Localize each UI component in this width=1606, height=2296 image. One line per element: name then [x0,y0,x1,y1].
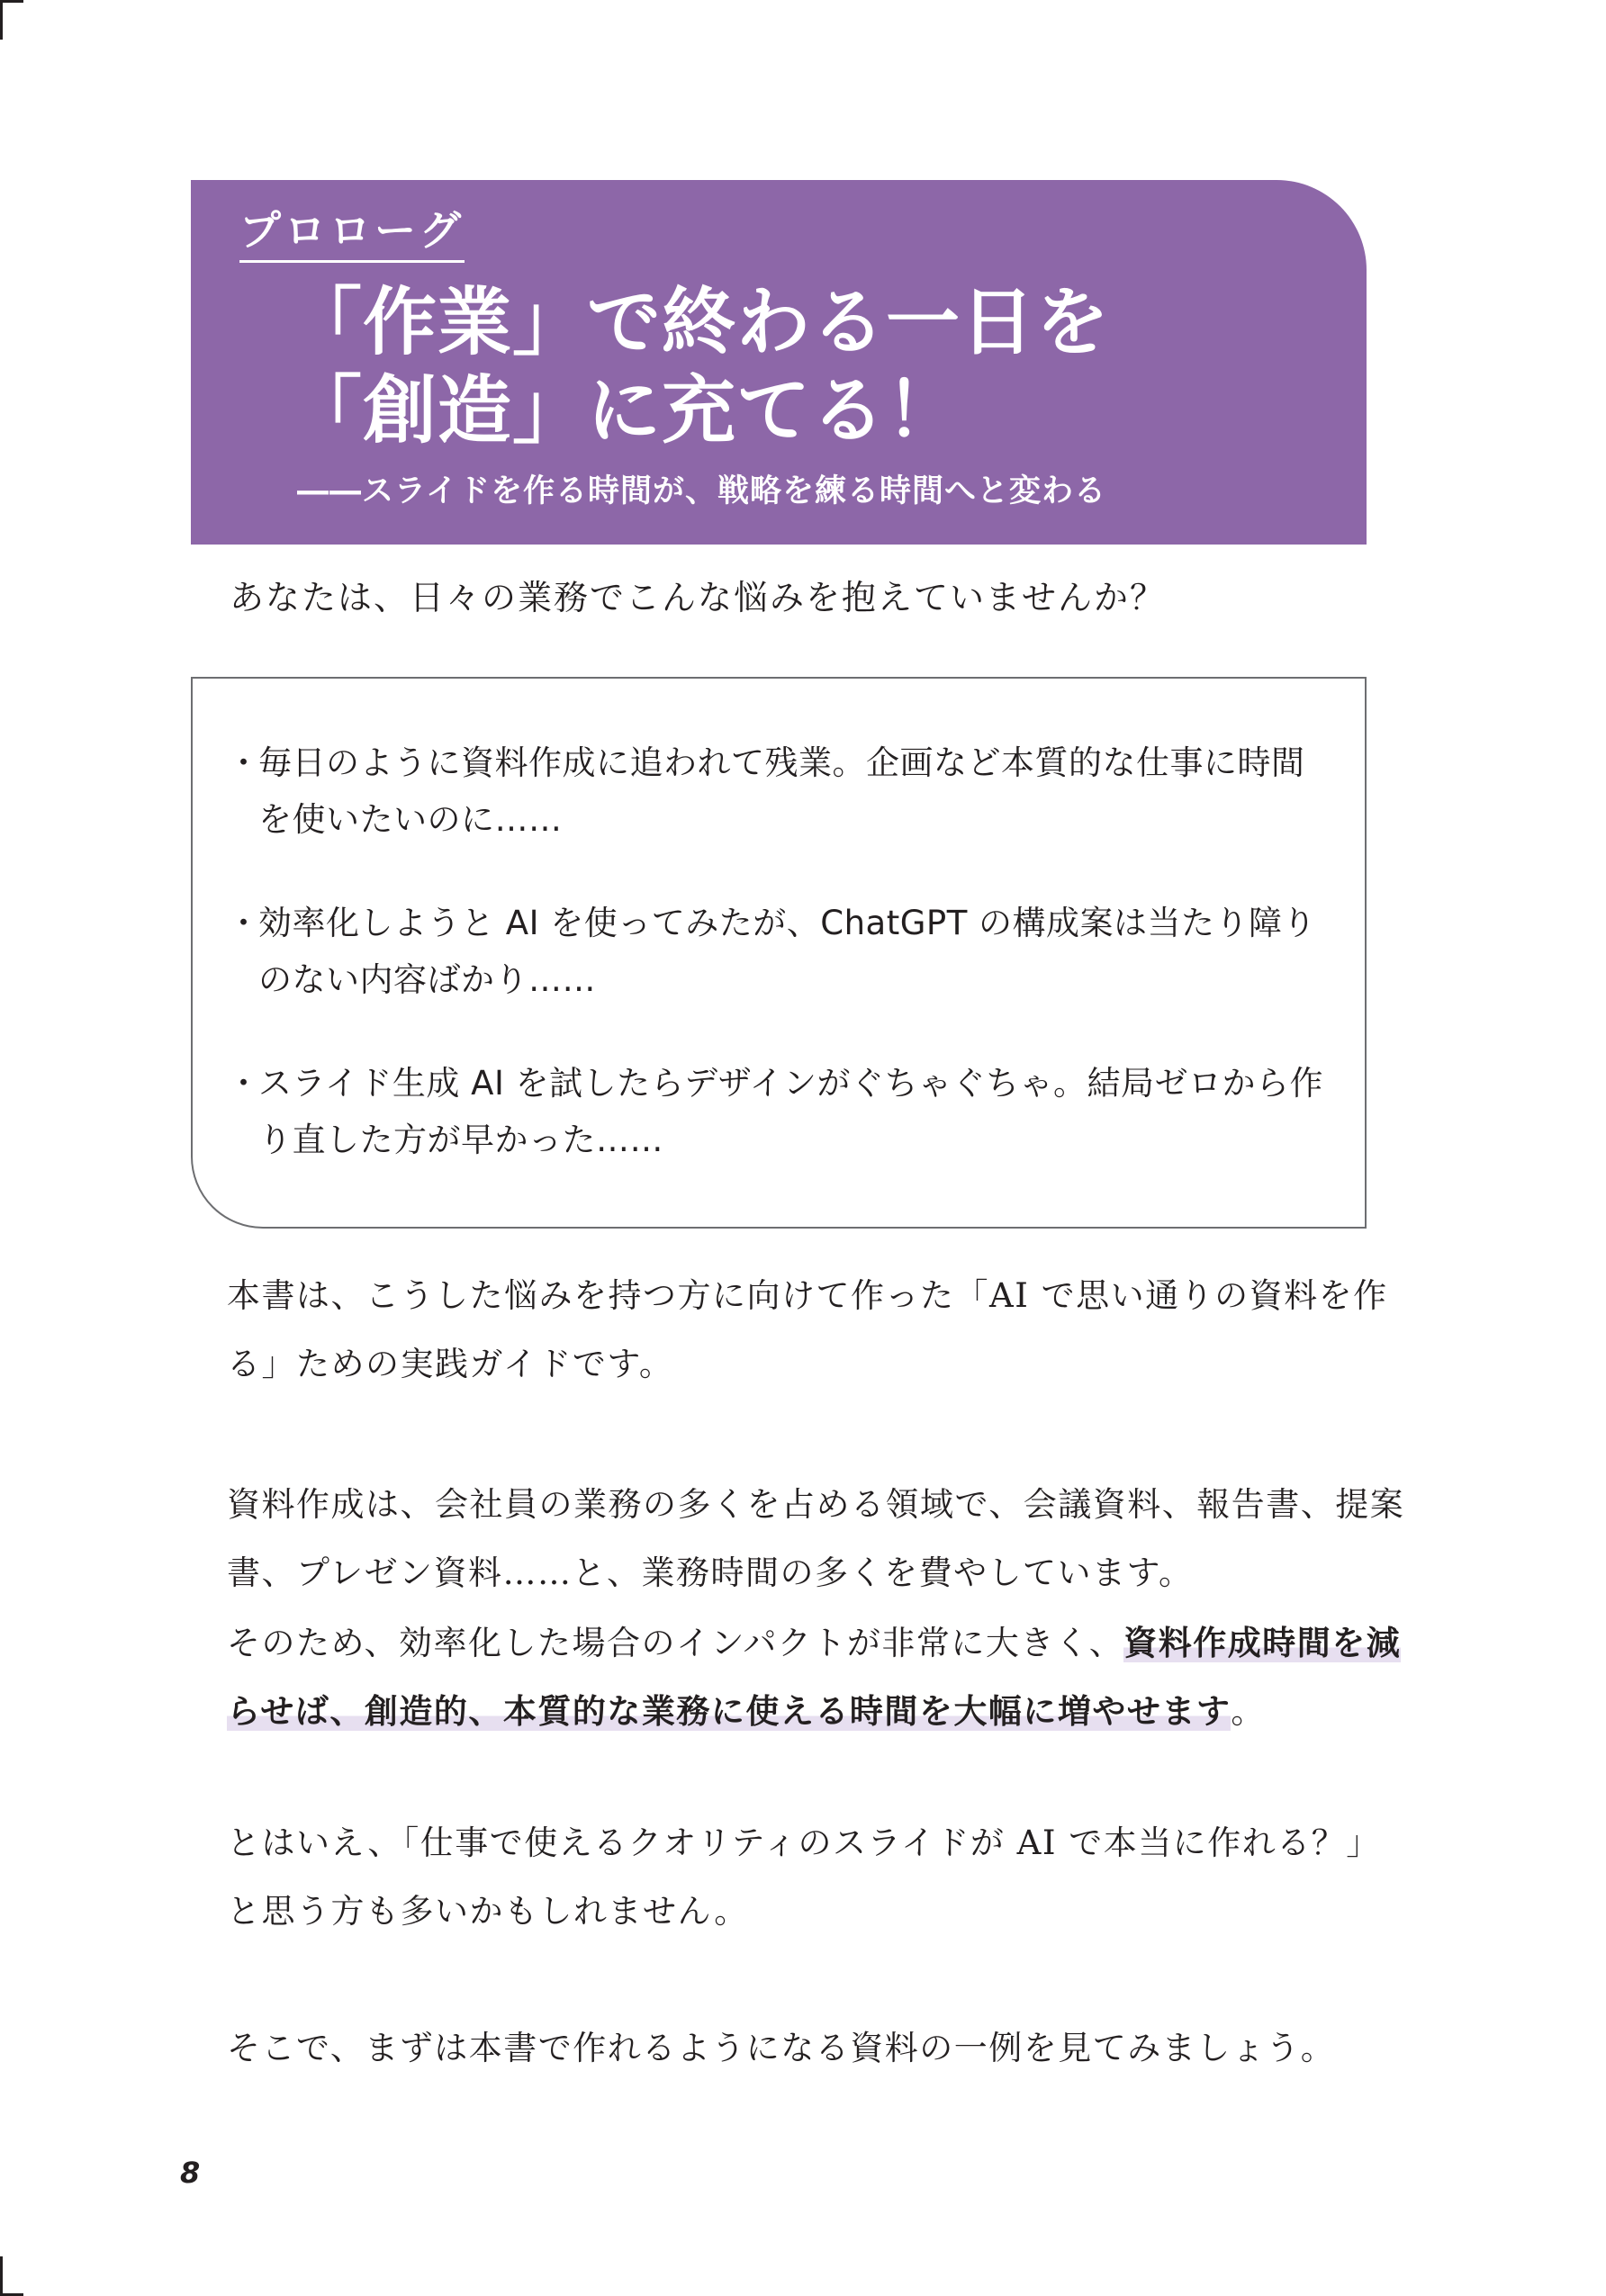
chapter-title-line-1: 「作業」で終わる一日を [288,280,1111,365]
bullet: ・ [227,904,261,942]
bullet: ・ [227,1064,261,1103]
body-paragraph-doubt: とはいえ、「仕事で使えるクオリティのスライドが AI で本当に作れる？」と思う方も多いかもしれません。 [227,1823,1381,1931]
impact-text: そのため、効率化した場合のインパクトが非常に大きく、 [227,1624,1124,1662]
chapter-header [191,180,1367,545]
chapter-subtitle: ――スライドを作る時間が、戦略を練る時間へと変わる [297,473,1106,509]
chapter-title [288,279,1110,455]
body-paragraph-context: 資料作成は、会社員の業務の多くを占める領域で、会議資料、報告書、提案書、プレゼン資料……と、業務時間の多くを費やしています。 [227,1485,1405,1592]
problem-item [227,895,1334,1008]
problem-text: 毎日のように資料作成に追われて残業。企画など本質的な仕事に時間を使いたいのに…… [258,743,1305,839]
problem-item [227,734,1334,848]
highlighted-statement: 資料作成時間を減らせば、創造的、本質的な業務に使える時間を大幅に増やせます [227,1624,1402,1731]
crop-mark-bottom-vertical [0,2256,3,2296]
bullet: ・ [227,743,261,782]
body-paragraph-transition: そこで、まずは本書で作れるようになる資料の一例を見てみましょう。 [227,2029,1336,2067]
chapter-title-line-2: 「創造」に充てる！ [288,368,961,454]
problem-list-box [191,677,1367,1229]
problem-text: 効率化しようと AI を使ってみたが、ChatGPT の構成案は当たり障りのない内容ばかり…… [258,904,1317,999]
problem-text: スライド生成 AI を試したらデザインがぐちゃぐちゃ。結局ゼロから作り直した方が早かった…… [258,1064,1324,1159]
body-paragraph-impact [191,1609,1406,1746]
page-number: 8 [180,2156,201,2190]
lead-question: あなたは、日々の業務でこんな悩みを抱えていませんか？ [230,578,1167,617]
chapter-label: プロローグ [239,207,465,263]
crop-mark-top-vertical [0,0,3,40]
body-paragraph-intro: 本書は、こうした悩みを持つ方に向けて作った「AI で思い通りの資料を作る」ための実践ガイドです。 [227,1276,1388,1383]
crop-mark-top-horizontal [0,0,23,3]
problem-item [227,1055,1334,1168]
impact-period: 。 [1231,1692,1266,1731]
